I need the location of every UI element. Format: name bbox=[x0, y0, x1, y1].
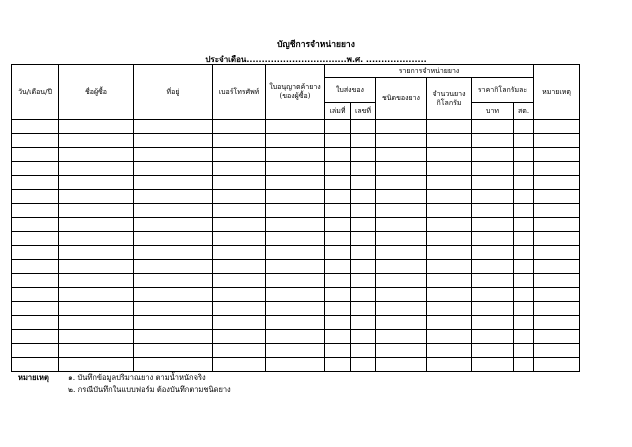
table-cell[interactable] bbox=[534, 190, 580, 204]
table-cell[interactable] bbox=[427, 134, 472, 148]
table-cell[interactable] bbox=[12, 330, 59, 344]
table-cell[interactable] bbox=[472, 162, 514, 176]
table-cell[interactable] bbox=[427, 162, 472, 176]
table-cell[interactable] bbox=[472, 204, 514, 218]
table-cell[interactable] bbox=[59, 190, 134, 204]
table-cell[interactable] bbox=[514, 190, 534, 204]
table-cell[interactable] bbox=[325, 246, 351, 260]
table-cell[interactable] bbox=[266, 330, 325, 344]
table-cell[interactable] bbox=[12, 190, 59, 204]
table-cell[interactable] bbox=[59, 330, 134, 344]
page-title: บัญชีการจำหน่ายยาง bbox=[277, 40, 355, 50]
table-cell[interactable] bbox=[134, 358, 213, 372]
table-cell[interactable] bbox=[213, 176, 266, 190]
table-cell[interactable] bbox=[351, 120, 376, 134]
table-cell[interactable] bbox=[213, 358, 266, 372]
table-cell[interactable] bbox=[427, 330, 472, 344]
table-cell[interactable] bbox=[427, 190, 472, 204]
table-cell[interactable] bbox=[325, 190, 351, 204]
table-cell[interactable] bbox=[12, 148, 59, 162]
table-cell[interactable] bbox=[12, 358, 59, 372]
table-cell[interactable] bbox=[12, 204, 59, 218]
table-cell[interactable] bbox=[534, 162, 580, 176]
table-cell[interactable] bbox=[12, 288, 59, 302]
table-cell[interactable] bbox=[213, 246, 266, 260]
table-cell[interactable] bbox=[427, 344, 472, 358]
table-cell[interactable] bbox=[59, 232, 134, 246]
table-cell[interactable] bbox=[213, 120, 266, 134]
table-cell[interactable] bbox=[376, 162, 427, 176]
table-row bbox=[12, 316, 580, 330]
table-cell[interactable] bbox=[266, 134, 325, 148]
table-cell[interactable] bbox=[59, 176, 134, 190]
header-sales-group: รายการจำหน่ายยาง bbox=[325, 65, 534, 78]
table-cell[interactable] bbox=[325, 148, 351, 162]
table-cell[interactable] bbox=[534, 232, 580, 246]
table-cell[interactable] bbox=[213, 330, 266, 344]
table-cell[interactable] bbox=[534, 302, 580, 316]
table-cell[interactable] bbox=[376, 330, 427, 344]
table-cell[interactable] bbox=[213, 274, 266, 288]
table-cell[interactable] bbox=[472, 176, 514, 190]
header-quantity: จำนวนยาง กิโลกรัม bbox=[427, 78, 472, 120]
table-cell[interactable] bbox=[134, 316, 213, 330]
table-row bbox=[12, 344, 580, 358]
table-cell[interactable] bbox=[59, 344, 134, 358]
table-cell[interactable] bbox=[534, 134, 580, 148]
table-row bbox=[12, 148, 580, 162]
table-row bbox=[12, 120, 580, 134]
table-cell[interactable] bbox=[266, 120, 325, 134]
table-cell[interactable] bbox=[325, 316, 351, 330]
table-cell[interactable] bbox=[59, 358, 134, 372]
table-cell[interactable] bbox=[351, 358, 376, 372]
table-cell[interactable] bbox=[12, 134, 59, 148]
table-cell[interactable] bbox=[514, 260, 534, 274]
table-cell[interactable] bbox=[472, 302, 514, 316]
table-cell[interactable] bbox=[427, 316, 472, 330]
table-cell[interactable] bbox=[12, 302, 59, 316]
table-cell[interactable] bbox=[534, 288, 580, 302]
table-cell[interactable] bbox=[514, 344, 534, 358]
table-row bbox=[12, 190, 580, 204]
table-cell[interactable] bbox=[534, 274, 580, 288]
table-cell[interactable] bbox=[59, 274, 134, 288]
header-date: วัน/เดือน/ปี bbox=[12, 65, 59, 120]
table-cell[interactable] bbox=[534, 358, 580, 372]
table-cell[interactable] bbox=[59, 120, 134, 134]
table-cell[interactable] bbox=[59, 134, 134, 148]
table-cell[interactable] bbox=[472, 330, 514, 344]
table-cell[interactable] bbox=[351, 204, 376, 218]
table-cell[interactable] bbox=[351, 134, 376, 148]
table-cell[interactable] bbox=[427, 358, 472, 372]
table-cell[interactable] bbox=[376, 288, 427, 302]
table-cell[interactable] bbox=[472, 232, 514, 246]
table-cell[interactable] bbox=[266, 358, 325, 372]
table-cell[interactable] bbox=[325, 162, 351, 176]
table-cell[interactable] bbox=[514, 134, 534, 148]
table-cell[interactable] bbox=[325, 176, 351, 190]
table-cell[interactable] bbox=[351, 344, 376, 358]
header-delivery-note: ใบส่งของ bbox=[325, 78, 376, 103]
table-cell[interactable] bbox=[514, 274, 534, 288]
table-cell[interactable] bbox=[213, 162, 266, 176]
table-cell[interactable] bbox=[134, 232, 213, 246]
table-cell[interactable] bbox=[376, 134, 427, 148]
table-cell[interactable] bbox=[514, 358, 534, 372]
table-cell[interactable] bbox=[472, 120, 514, 134]
table-cell[interactable] bbox=[514, 148, 534, 162]
table-cell[interactable] bbox=[12, 246, 59, 260]
table-cell[interactable] bbox=[266, 190, 325, 204]
table-cell[interactable] bbox=[325, 358, 351, 372]
table-row bbox=[12, 232, 580, 246]
table-row bbox=[12, 204, 580, 218]
table-cell[interactable] bbox=[351, 176, 376, 190]
table-cell[interactable] bbox=[427, 204, 472, 218]
table-row bbox=[12, 218, 580, 232]
table-cell[interactable] bbox=[325, 232, 351, 246]
header-buyer-name: ชื่อผู้ซื้อ bbox=[59, 65, 134, 120]
table-cell[interactable] bbox=[427, 288, 472, 302]
table-cell[interactable] bbox=[376, 204, 427, 218]
table-cell[interactable] bbox=[514, 162, 534, 176]
header-number: เลขที่ bbox=[351, 103, 376, 120]
table-cell[interactable] bbox=[472, 358, 514, 372]
table-cell[interactable] bbox=[351, 232, 376, 246]
table-cell[interactable] bbox=[266, 176, 325, 190]
table-cell[interactable] bbox=[134, 134, 213, 148]
table-cell[interactable] bbox=[12, 232, 59, 246]
table-cell[interactable] bbox=[213, 134, 266, 148]
table-cell[interactable] bbox=[376, 246, 427, 260]
table-cell[interactable] bbox=[59, 218, 134, 232]
table-cell[interactable] bbox=[376, 316, 427, 330]
table-cell[interactable] bbox=[213, 344, 266, 358]
table-cell[interactable] bbox=[514, 316, 534, 330]
table-cell[interactable] bbox=[59, 148, 134, 162]
table-row bbox=[12, 260, 580, 274]
table-cell[interactable] bbox=[351, 246, 376, 260]
table-cell[interactable] bbox=[376, 190, 427, 204]
table-cell[interactable] bbox=[351, 148, 376, 162]
note-item: ๒. กรณีบันทึกในแบบฟอร์ม ต้องบันทึกตามชนิดยาง bbox=[68, 385, 231, 394]
table-cell[interactable] bbox=[534, 316, 580, 330]
table-cell[interactable] bbox=[12, 260, 59, 274]
table-cell[interactable] bbox=[514, 176, 534, 190]
table-cell[interactable] bbox=[12, 218, 59, 232]
table-cell[interactable] bbox=[134, 246, 213, 260]
table-cell[interactable] bbox=[325, 330, 351, 344]
table-cell[interactable] bbox=[325, 274, 351, 288]
table-cell[interactable] bbox=[266, 148, 325, 162]
table-cell[interactable] bbox=[472, 288, 514, 302]
table-cell[interactable] bbox=[266, 246, 325, 260]
table-cell[interactable] bbox=[134, 148, 213, 162]
table-cell[interactable] bbox=[134, 330, 213, 344]
table-cell[interactable] bbox=[12, 274, 59, 288]
table-cell[interactable] bbox=[351, 218, 376, 232]
table-cell[interactable] bbox=[427, 302, 472, 316]
table-cell[interactable] bbox=[427, 260, 472, 274]
table-cell[interactable] bbox=[325, 344, 351, 358]
table-cell[interactable] bbox=[514, 204, 534, 218]
table-cell[interactable] bbox=[266, 204, 325, 218]
note-item: ๑. บันทึกข้อมูลปริมาณยาง ตามน้ำหนักจริง bbox=[68, 373, 206, 382]
table-cell[interactable] bbox=[134, 274, 213, 288]
table-cell[interactable] bbox=[213, 260, 266, 274]
table-cell[interactable] bbox=[514, 120, 534, 134]
ledger-body bbox=[12, 120, 580, 372]
table-cell[interactable] bbox=[59, 204, 134, 218]
table-cell[interactable] bbox=[514, 232, 534, 246]
table-cell[interactable] bbox=[534, 176, 580, 190]
table-cell[interactable] bbox=[351, 162, 376, 176]
table-cell[interactable] bbox=[472, 134, 514, 148]
table-cell[interactable] bbox=[472, 148, 514, 162]
table-row bbox=[12, 358, 580, 372]
table-cell[interactable] bbox=[266, 344, 325, 358]
table-cell[interactable] bbox=[325, 204, 351, 218]
table-cell[interactable] bbox=[427, 232, 472, 246]
header-remarks: หมายเหตุ bbox=[534, 65, 580, 120]
table-cell[interactable] bbox=[266, 288, 325, 302]
table-cell[interactable] bbox=[12, 344, 59, 358]
table-cell[interactable] bbox=[472, 260, 514, 274]
table-cell[interactable] bbox=[325, 134, 351, 148]
table-cell[interactable] bbox=[266, 218, 325, 232]
table-cell[interactable] bbox=[427, 218, 472, 232]
table-cell[interactable] bbox=[12, 120, 59, 134]
table-cell[interactable] bbox=[213, 302, 266, 316]
table-cell[interactable] bbox=[376, 218, 427, 232]
table-cell[interactable] bbox=[59, 288, 134, 302]
table-row bbox=[12, 274, 580, 288]
table-cell[interactable] bbox=[514, 330, 534, 344]
table-cell[interactable] bbox=[325, 260, 351, 274]
table-cell[interactable] bbox=[376, 302, 427, 316]
table-cell[interactable] bbox=[534, 218, 580, 232]
table-cell[interactable] bbox=[534, 120, 580, 134]
table-cell[interactable] bbox=[134, 190, 213, 204]
table-cell[interactable] bbox=[59, 162, 134, 176]
table-cell[interactable] bbox=[134, 302, 213, 316]
table-cell[interactable] bbox=[376, 260, 427, 274]
table-cell[interactable] bbox=[134, 204, 213, 218]
table-cell[interactable] bbox=[12, 162, 59, 176]
table-cell[interactable] bbox=[134, 260, 213, 274]
table-cell[interactable] bbox=[12, 316, 59, 330]
table-cell[interactable] bbox=[325, 302, 351, 316]
table-cell[interactable] bbox=[351, 190, 376, 204]
sales-ledger-table bbox=[11, 64, 580, 372]
table-cell[interactable] bbox=[376, 274, 427, 288]
table-cell[interactable] bbox=[514, 288, 534, 302]
table-cell[interactable] bbox=[351, 330, 376, 344]
table-cell[interactable] bbox=[514, 218, 534, 232]
table-row bbox=[12, 288, 580, 302]
table-cell[interactable] bbox=[427, 274, 472, 288]
table-cell[interactable] bbox=[514, 246, 534, 260]
notes-section bbox=[18, 372, 231, 396]
table-cell[interactable] bbox=[472, 218, 514, 232]
table-cell[interactable] bbox=[534, 344, 580, 358]
table-cell[interactable] bbox=[325, 288, 351, 302]
table-cell[interactable] bbox=[213, 316, 266, 330]
table-cell[interactable] bbox=[266, 274, 325, 288]
table-cell[interactable] bbox=[325, 218, 351, 232]
table-cell[interactable] bbox=[351, 316, 376, 330]
table-cell[interactable] bbox=[376, 232, 427, 246]
table-cell[interactable] bbox=[534, 260, 580, 274]
table-cell[interactable] bbox=[427, 176, 472, 190]
table-cell[interactable] bbox=[213, 232, 266, 246]
table-cell[interactable] bbox=[376, 358, 427, 372]
table-cell[interactable] bbox=[376, 148, 427, 162]
table-cell[interactable] bbox=[213, 190, 266, 204]
header-satang: สต. bbox=[514, 103, 534, 120]
table-row bbox=[12, 330, 580, 344]
table-cell[interactable] bbox=[59, 246, 134, 260]
period-line: ประจำเดือน.................................พ.ศ. .................... bbox=[205, 55, 427, 64]
header-baht: บาท bbox=[472, 103, 514, 120]
table-cell[interactable] bbox=[376, 120, 427, 134]
table-cell[interactable] bbox=[266, 302, 325, 316]
table-cell[interactable] bbox=[59, 316, 134, 330]
table-cell[interactable] bbox=[213, 288, 266, 302]
table-cell[interactable] bbox=[472, 190, 514, 204]
table-cell[interactable] bbox=[376, 344, 427, 358]
notes-label: หมายเหตุ bbox=[18, 373, 49, 382]
table-cell[interactable] bbox=[427, 120, 472, 134]
table-row bbox=[12, 162, 580, 176]
table-cell[interactable] bbox=[534, 330, 580, 344]
table-cell[interactable] bbox=[134, 218, 213, 232]
table-cell[interactable] bbox=[351, 302, 376, 316]
table-cell[interactable] bbox=[351, 274, 376, 288]
table-cell[interactable] bbox=[534, 246, 580, 260]
table-cell[interactable] bbox=[59, 260, 134, 274]
table-cell[interactable] bbox=[134, 120, 213, 134]
table-cell[interactable] bbox=[472, 344, 514, 358]
table-cell[interactable] bbox=[266, 316, 325, 330]
table-cell[interactable] bbox=[376, 176, 427, 190]
header-rubber-type: ชนิดของยาง bbox=[376, 78, 427, 120]
table-cell[interactable] bbox=[12, 176, 59, 190]
table-cell[interactable] bbox=[213, 148, 266, 162]
table-cell[interactable] bbox=[472, 274, 514, 288]
table-cell[interactable] bbox=[213, 204, 266, 218]
table-cell[interactable] bbox=[266, 232, 325, 246]
table-row bbox=[12, 176, 580, 190]
table-row bbox=[12, 246, 580, 260]
table-cell[interactable] bbox=[134, 176, 213, 190]
header-phone: เบอร์โทรศัพท์ bbox=[213, 65, 266, 120]
table-cell[interactable] bbox=[472, 316, 514, 330]
table-row bbox=[12, 134, 580, 148]
table-cell[interactable] bbox=[514, 302, 534, 316]
table-cell[interactable] bbox=[472, 246, 514, 260]
table-cell[interactable] bbox=[534, 148, 580, 162]
table-cell[interactable] bbox=[427, 246, 472, 260]
table-cell[interactable] bbox=[351, 288, 376, 302]
table-cell[interactable] bbox=[534, 204, 580, 218]
table-cell[interactable] bbox=[213, 218, 266, 232]
table-cell[interactable] bbox=[266, 162, 325, 176]
table-cell[interactable] bbox=[134, 288, 213, 302]
table-cell[interactable] bbox=[59, 302, 134, 316]
table-row bbox=[12, 302, 580, 316]
header-price-per-kg: ราคากิโลกรัมละ bbox=[472, 78, 534, 103]
table-cell[interactable] bbox=[134, 162, 213, 176]
table-cell[interactable] bbox=[427, 148, 472, 162]
table-cell[interactable] bbox=[266, 260, 325, 274]
header-book-no: เล่มที่ bbox=[325, 103, 351, 120]
header-address: ที่อยู่ bbox=[134, 65, 213, 120]
table-cell[interactable] bbox=[325, 120, 351, 134]
table-cell[interactable] bbox=[351, 260, 376, 274]
table-cell[interactable] bbox=[134, 344, 213, 358]
header-license: ใบอนุญาตค้ายาง (ของผู้ซื้อ) bbox=[266, 65, 325, 120]
